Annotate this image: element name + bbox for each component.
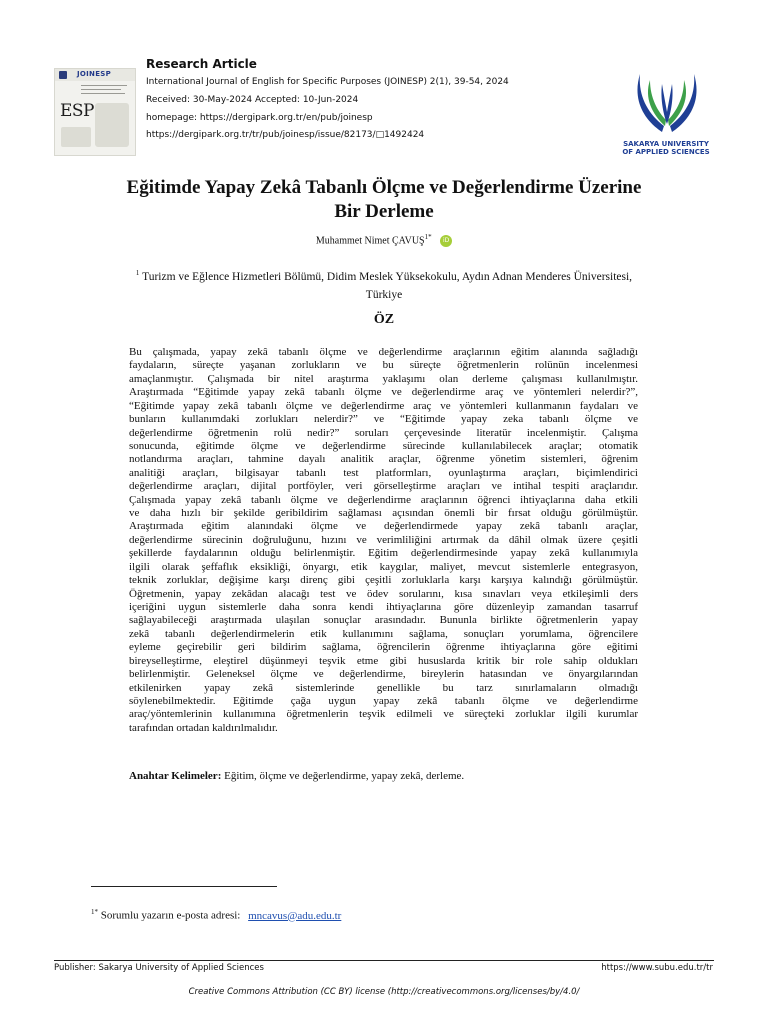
affiliation-superscript: 1: [135, 269, 140, 277]
author-name: Muhammet Nimet ÇAVUŞ: [315, 235, 425, 247]
paper-title: [90, 176, 678, 224]
abstract-line: tarafından ortadan kaldırılmalıdır.: [129, 721, 278, 734]
abstract-line: ilgili olarak şeffaflık eksikliği, önyargı, etik kaygılar, maliyet, mevcut sistemlerle entegrasyon,: [129, 560, 638, 573]
abstract-line: teknik zorluklar, değişime karşı direnç gibi çeşitli zorluklarla karşı karşıya kalındığı görülmüştür.: [129, 574, 638, 587]
abstract-line: ve daha hızlı bir şekilde geribildirim sağlaması açısından önemli bir fırsat olduğu görülmüştür.: [129, 507, 638, 520]
abstract-line: Araştırmada “Eğitimde yapay zekâ tabanlı ölçme ve değerlendirme araç ve yöntemleri nelerdir?”,: [129, 386, 638, 399]
affiliation: [96, 264, 672, 304]
keywords-list: Eğitim, ölçme ve değerlendirme, yapay zekâ, derleme.: [224, 770, 465, 782]
abstract-line: Bu çalışmada, yapay zekâ tabanlı ölçme ve değerlendirme araçlarının eğitim alanında sağladığı: [129, 346, 638, 358]
article-type: Research Article: [146, 57, 257, 71]
abstract-line: değerlendirme öğretmenin rolü nedir?” soruları çerçevesinde literatür incelenmiştir. Çalışma: [129, 426, 638, 439]
affiliation-line2: Türkiye: [365, 288, 403, 301]
author-email-link[interactable]: mncavus@adu.edu.tr: [248, 909, 342, 922]
paper-title-line2: Bir Derleme: [334, 201, 434, 222]
abstract-line: zekâ tabanlı değerlendirmelerin etik kullanımını sağlama, sonuçları yorumlama, öğrencilere: [129, 627, 638, 640]
received-accepted-dates: Received: 30-May-2024 Accepted: 10-Jun-2024: [146, 95, 359, 105]
abstract-line: analitiği araçları, bilgisayar tabanlı test platformları, oyunlaştırma araçları, biçimlendirici: [129, 466, 638, 479]
journal-homepage[interactable]: homepage: https://dergipark.org.tr/en/pub/joinesp: [146, 113, 373, 123]
abstract-line: eyleme geçirebilir geri bildirim sağlama, öğrencilerin öğrenme ihtiyaçlarına göre eğitimi: [129, 641, 638, 654]
footnote-text: Sorumlu yazarın e-posta adresi:: [100, 909, 241, 922]
abstract-line: Öğretmenin, yapay zekâdan alacağı test ve ödev sorularını, kısa sınavları veya etkileşimli ders: [129, 587, 638, 600]
cover-illustration: [95, 103, 129, 147]
cover-brand: JOINESP: [77, 70, 112, 78]
paper-title-line1: Eğitimde Yapay Zekâ Tabanlı Ölçme ve Değerlendirme Üzerine: [126, 177, 642, 198]
cover-logo: [59, 71, 67, 79]
keywords: [129, 770, 649, 782]
abstract-line: belirlenmiştir. Geleneksel ölçme ve değerlendirme, bireylerin hatasından ve önyargılarından: [129, 668, 638, 681]
abstract-heading: ÖZ: [373, 312, 395, 327]
footnote: [91, 908, 491, 922]
issue-link[interactable]: https://dergipark.org.tr/tr/pub/joinesp/issue/82173/□1492424: [146, 130, 425, 140]
publisher: Publisher: Sakarya University of Applied Sciences: [54, 963, 264, 973]
journal-cover-image: [54, 68, 136, 156]
university-name: [614, 140, 718, 156]
university-name-line1: SAKARYA UNIVERSITY: [623, 140, 709, 148]
footnote-divider: [91, 886, 277, 887]
abstract-line: bunların kullanımdaki zorlukları nelerdir?” ve “Eğitimde yapay zeka tabanlı ölçme ve: [129, 413, 638, 426]
abstract-line: bireyselleştirme, eleştirel düşünmeyi teşvik etme gibi hususlarda kritik bir role sahip oldukları: [129, 654, 638, 667]
abstract-line: değerlendirme araçları, dijital portföyler, veri görselleştirme araçları ve intihal tespiti araçlarıdır.: [129, 480, 638, 493]
abstract-line: içeriğini uygun sistemlerle daha sonra kendi ihtiyaçlarına göre düzenleyip zamandan tasarruf: [129, 601, 638, 614]
abstract-line: Çalışmada yapay zekâ tabanlı ölçme ve değerlendirme araçlarının öğrenci ihtiyaçlarına daha etkili: [129, 493, 638, 506]
abstract-line: değerlendirme sürecinin doğruluğunu, hızını ve verimliliğini artırmak da dâhil olmak üzere çeşitli: [129, 533, 638, 546]
abstract-body: [129, 346, 638, 735]
abstract-line: “Eğitimde yapay zekâ tabanlı ölçme ve değerlendirme araç ve yöntemleri kullanmanın faydaları ve: [129, 399, 638, 412]
abstract-line: notlandırma araçları, tahmine dayalı analitik araçlar, öğrenme yönetim sistemleri, öğrenim: [129, 453, 638, 466]
orcid-icon[interactable]: iD: [440, 235, 452, 247]
affiliation-line1: Turizm ve Eğlence Hizmetleri Bölümü, Didim Meslek Yüksekokulu, Aydın Adnan Menderes Üniversitesi,: [142, 270, 633, 283]
journal-citation: International Journal of English for Specific Purposes (JOINESP) 2(1), 39-54, 2024: [146, 77, 509, 87]
abstract-line: faydaların, süreçte yaşanan zorlukların ve bu süreçte öğretmenlerin rolünün incelenmesi: [129, 359, 638, 372]
abstract-line: etkilenirken yapay zekâ sistemlerinde genellikle bu tarz sınırlamaların olmadığı: [129, 681, 638, 694]
abstract-line: söylenebilmektedir. Eğitimde çağa uygun yapay zekâ tabanlı ölçme ve değerlendirme: [129, 694, 638, 707]
page-footer-divider: [54, 960, 714, 961]
abstract-line: amaçlanmıştır. Çalışmada bir nitel araştırma yaklaşımı olan derleme çalışması kullanılmıştır.: [129, 372, 638, 385]
abstract-line: sağlayabileceği araştırmada ulaşılan sonuçlar arasındadır. Bununla birlikte öğretmenlerin yapay: [129, 614, 638, 627]
abstract-line: sonucunda, eğitimde ölçme ve değerlendirme sürecinde kullanılabilecek araçlar; otomatik: [129, 439, 638, 452]
author-superscript: 1*: [424, 233, 432, 241]
cover-esp-text: ESP: [60, 101, 94, 121]
license-note: Creative Commons Attribution (CC BY) license (http://creativecommons.org/licenses/by/4.0/: [188, 987, 580, 997]
cover-illustration-bottom: [61, 127, 91, 147]
university-name-line2: OF APPLIED SCIENCES: [622, 148, 710, 156]
footnote-superscript: 1*: [91, 908, 98, 916]
publisher-url[interactable]: https://www.subu.edu.tr/tr: [601, 963, 713, 973]
keywords-label: Anahtar Kelimeler:: [129, 770, 222, 782]
abstract-line: araç/yöntemlerinin kullanımına öğretmenlerin teşvik edilmeli ve süreçteki zorluklar ilgili kurumlar: [129, 708, 638, 721]
abstract-line: Araştırmada eğitim alanındaki ölçme ve değerlendirmede yapay zekâ tabanlı araçlar,: [129, 520, 638, 533]
abstract-line: şekillerde faydalarının olduğu belirlenmiştir. Eğitim değerlendirmesinde yapay zekâ kullanımıyla: [129, 547, 638, 560]
author-line: [90, 233, 678, 247]
